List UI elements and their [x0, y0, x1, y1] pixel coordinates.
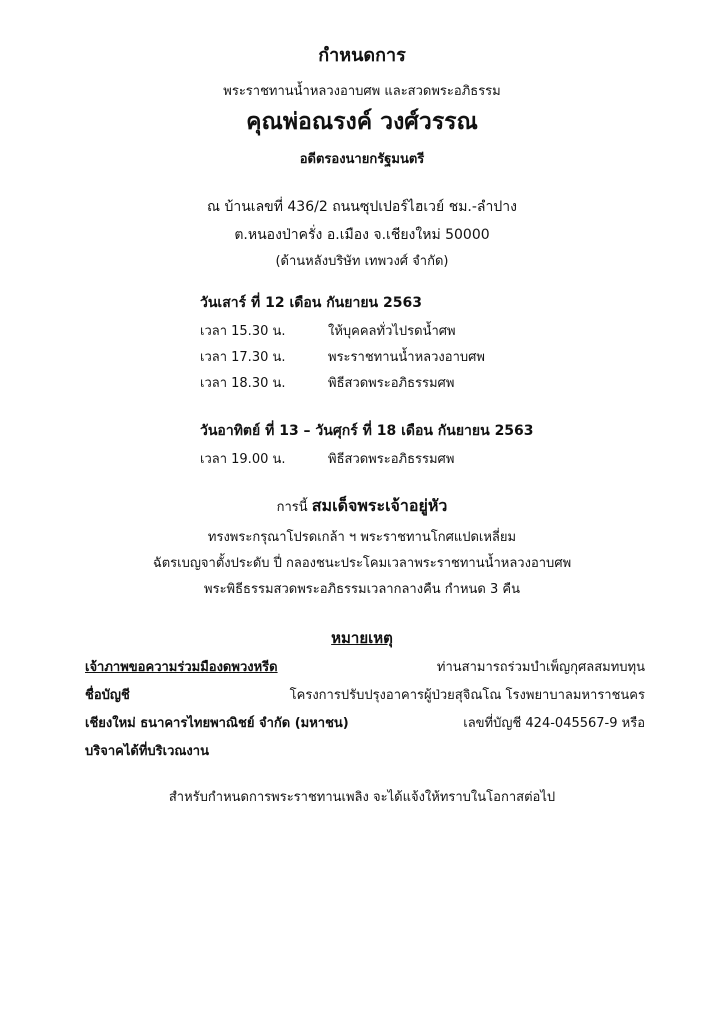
note-line-1-rest: ท่านสามารถร่วมบำเพ็ญกุศลสมทบทุน: [436, 660, 645, 675]
schedule-row: [200, 372, 454, 393]
schedule-event: พิธีสวดพระอภิธรรมศพ: [328, 376, 455, 391]
note-no-wreath: เจ้าภาพขอความร่วมมืองดพวงหรีด: [85, 660, 278, 675]
royal-line-1: ทรงพระกรุณาโปรดเกล้า ฯ พระราชทานโกศแปดเหลี่ยม: [207, 530, 517, 545]
royal-line-2: ฉัตรเบญจาตั้งประดับ ปี่ กลองชนะประโคมเวลาพระราชทานน้ำหลวงอาบศพ: [152, 556, 572, 571]
note-line-3: [85, 712, 645, 733]
document-title: กำหนดการ: [318, 45, 406, 66]
schedule-time: เวลา 15.30 น.: [200, 324, 286, 339]
schedule-time: เวลา 19.00 น.: [200, 452, 286, 467]
account-number: เลขที่บัญชี 424-045567-9 หรือ: [463, 716, 645, 731]
note-line-4: [85, 740, 645, 761]
schedule-event: ให้บุคคลทั่วไปรดน้ำศพ: [328, 324, 456, 339]
royal-line-3: พระพิธีธรรมสวดพระอภิธรรมเวลากลางคืน กำหนด 3 คืน: [204, 582, 520, 597]
address-line-3: (ด้านหลังบริษัท เทพวงศ์ จำกัด): [275, 254, 449, 269]
bank-name: เชียงใหม่ ธนาคารไทยพาณิชย์ จำกัด (มหาชน): [85, 716, 349, 731]
deceased-name: คุณพ่อณรงค์ วงศ์วรรณ: [246, 109, 478, 135]
schedule-time: เวลา 17.30 น.: [200, 350, 286, 365]
schedule-row: [200, 448, 454, 469]
schedule-row: [200, 320, 456, 341]
schedule-time: เวลา 18.30 น.: [200, 376, 286, 391]
royal-strong: สมเด็จพระเจ้าอยู่หัว: [311, 496, 448, 515]
royal-heading: [0, 494, 724, 519]
account-name-value: โครงการปรับปรุงอาคารผู้ป่วยสุจิณโณ โรงพยาบาลมหาราชนคร: [289, 688, 645, 703]
schedule-event: พิธีสวดพระอภิธรรมศพ: [328, 452, 455, 467]
schedule-row: [200, 346, 485, 367]
address-line-1: ณ บ้านเลขที่ 436/2 ถนนซุปเปอร์ไฮเวย์ ชม.-ลำปาง: [207, 199, 517, 215]
document-subtitle: พระราชทานน้ำหลวงอาบศพ และสวดพระอภิธรรม: [223, 84, 501, 99]
closing-text: สำหรับกำหนดการพระราชทานเพลิง จะได้แจ้งให้ทราบในโอกาสต่อไป: [168, 790, 556, 805]
day1-heading: วันเสาร์ ที่ 12 เดือน กันยายน 2563: [200, 295, 422, 311]
schedule-event: พระราชทานน้ำหลวงอาบศพ: [328, 350, 485, 365]
note-heading: หมายเหตุ: [331, 629, 393, 647]
note-line-1: [85, 656, 645, 677]
royal-lead: การนี้: [276, 500, 312, 515]
account-name-label: ชื่อบัญชี: [85, 688, 130, 703]
address-line-2: ต.หนองป่าครั่ง อ.เมือง จ.เชียงใหม่ 50000: [234, 227, 490, 243]
day2-heading: วันอาทิตย์ ที่ 13 – วันศุกร์ ที่ 18 เดือน กันยายน 2563: [200, 423, 534, 439]
donate-onsite: บริจาคได้ที่บริเวณงาน: [85, 744, 209, 759]
deceased-position: อดีตรองนายกรัฐมนตรี: [299, 152, 425, 167]
note-line-2: [85, 684, 645, 705]
